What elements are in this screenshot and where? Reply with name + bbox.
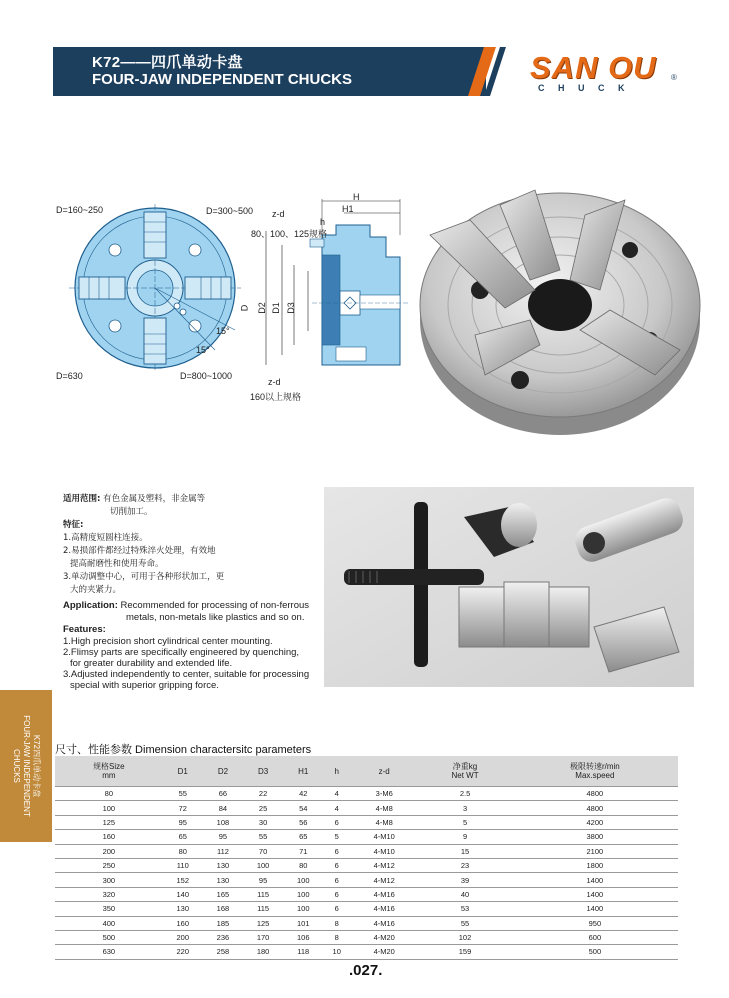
features-cn-label: 特征: (63, 520, 84, 530)
label-zd-top: z-d (272, 209, 285, 219)
table-cell: 125 (243, 916, 283, 930)
accessories-photo (324, 487, 694, 687)
table-cell: 600 (512, 930, 678, 944)
section-view-drawing (252, 195, 412, 395)
table-cell: 102 (418, 930, 511, 944)
application-en (63, 600, 309, 612)
table-header-cell: h (323, 756, 350, 787)
table-cell: 108 (203, 815, 243, 829)
table-cell: 106 (283, 930, 323, 944)
table-cell: 170 (243, 930, 283, 944)
side-tab-line3: CHUCKS (12, 749, 21, 783)
table-cell: 54 (283, 801, 323, 815)
table-cell: 65 (163, 830, 203, 844)
feature-cn-2b: 提高耐磨性和使用寿命。 (70, 559, 164, 569)
table-cell: 4-M12 (350, 858, 418, 872)
table-cell: 95 (243, 873, 283, 887)
table-cell: 4200 (512, 815, 678, 829)
table-cell: 4800 (512, 801, 678, 815)
feature-cn-3b: 大的夹紧力。 (70, 585, 122, 595)
table-cell: 115 (243, 887, 283, 901)
table-cell: 101 (283, 916, 323, 930)
label-D1: D1 (270, 302, 281, 314)
feature-en-2a: 2.Flimsy parts are specifically engineered by quenching, (63, 647, 300, 658)
label-angle-15-b: 15° (196, 345, 210, 355)
label-d-800-1000: D=800~1000 (180, 371, 233, 381)
table-cell: 950 (512, 916, 678, 930)
table-cell: 4-M20 (350, 930, 418, 944)
table-cell: 10 (323, 945, 350, 959)
table-cell: 65 (283, 830, 323, 844)
label-H: H (353, 192, 360, 202)
table-header-cell: H1 (283, 756, 323, 787)
table-header-cell: D3 (243, 756, 283, 787)
feature-en-2b: for greater durability and extended life. (70, 658, 233, 669)
table-cell: 3-M6 (350, 787, 418, 801)
side-tab-line1: K72四爪单动卡盘 (32, 734, 41, 798)
table-cell: 84 (203, 801, 243, 815)
table-cell: 6 (323, 858, 350, 872)
table-cell: 55 (418, 916, 511, 930)
table-row (55, 945, 678, 959)
feature-en-3b: special with superior gripping force. (70, 680, 219, 691)
dimension-table (55, 756, 678, 960)
label-D2: D2 (256, 302, 267, 314)
table-cell: 350 (55, 902, 163, 916)
table-cell: 56 (283, 815, 323, 829)
table-row (55, 902, 678, 916)
table-cell: 2100 (512, 844, 678, 858)
table-cell: 4-M10 (350, 844, 418, 858)
table-cell: 100 (283, 902, 323, 916)
table-cell: 500 (512, 945, 678, 959)
table-cell: 80 (55, 787, 163, 801)
table-row (55, 930, 678, 944)
label-d-630: D=630 (56, 371, 83, 381)
table-cell: 3 (418, 801, 511, 815)
table-cell: 165 (203, 887, 243, 901)
table-cell: 4-M16 (350, 902, 418, 916)
table-cell: 8 (323, 930, 350, 944)
table-cell: 4-M8 (350, 801, 418, 815)
table-cell: 53 (418, 902, 511, 916)
label-d-160-250: D=160~250 (56, 205, 104, 215)
table-cell: 236 (203, 930, 243, 944)
table-cell: 320 (55, 887, 163, 901)
table-cell: 630 (55, 945, 163, 959)
table-row (55, 815, 678, 829)
table-cell: 6 (323, 902, 350, 916)
table-row (55, 801, 678, 815)
table-title: 尺寸、性能参数 Dimension charactersitc parameters (55, 744, 312, 756)
table-row (55, 858, 678, 872)
table-header-cell: 净重kg Net WT (418, 756, 511, 787)
table-cell: 80 (163, 844, 203, 858)
table-cell: 130 (203, 858, 243, 872)
table-cell: 15 (418, 844, 511, 858)
table-cell: 112 (203, 844, 243, 858)
table-cell: 3800 (512, 830, 678, 844)
table-cell: 55 (243, 830, 283, 844)
table-cell: 100 (55, 801, 163, 815)
table-cell: 115 (243, 902, 283, 916)
feature-cn-2a: 2.易损部件都经过特殊淬火处理，有效地 (63, 546, 216, 556)
table-cell: 4 (323, 787, 350, 801)
table-cell: 258 (203, 945, 243, 959)
table-cell: 70 (243, 844, 283, 858)
table-cell: 140 (163, 887, 203, 901)
table-cell: 40 (418, 887, 511, 901)
table-cell: 6 (323, 887, 350, 901)
table-cell: 1400 (512, 873, 678, 887)
table-cell: 160 (163, 916, 203, 930)
table-cell: 400 (55, 916, 163, 930)
table-cell: 1800 (512, 858, 678, 872)
application-en-line2: metals, non-metals like plastics and so on. (126, 612, 305, 623)
side-tab-label (11, 715, 41, 816)
table-cell: 4-M8 (350, 815, 418, 829)
table-cell: 110 (163, 858, 203, 872)
table-cell: 130 (203, 873, 243, 887)
table-cell: 4 (323, 801, 350, 815)
table-cell: 130 (163, 902, 203, 916)
application-en-line1: Recommended for processing of non-ferrous (120, 600, 310, 611)
table-cell: 180 (243, 945, 283, 959)
label-h: h (320, 217, 326, 227)
table-cell: 2.5 (418, 787, 511, 801)
label-spec-80-125: 80、100、125规格 (251, 229, 328, 239)
label-D3: D3 (285, 302, 296, 314)
registered-mark: ® (671, 73, 677, 82)
chuck-photo (410, 160, 710, 450)
label-H1: H1 (342, 204, 354, 214)
table-header-cell: z-d (350, 756, 418, 787)
table-cell: 39 (418, 873, 511, 887)
table-cell: 100 (283, 873, 323, 887)
table-cell: 200 (55, 844, 163, 858)
table-row (55, 916, 678, 930)
table-cell: 4-M16 (350, 887, 418, 901)
table-cell: 71 (283, 844, 323, 858)
table-cell: 4800 (512, 787, 678, 801)
table-row (55, 787, 678, 801)
table-cell: 4-M16 (350, 916, 418, 930)
table-cell: 95 (163, 815, 203, 829)
table-cell: 1400 (512, 902, 678, 916)
table-cell: 66 (203, 787, 243, 801)
table-row (55, 873, 678, 887)
label-D: D (239, 304, 250, 312)
table-cell: 80 (283, 858, 323, 872)
table-cell: 152 (163, 873, 203, 887)
table-cell: 9 (418, 830, 511, 844)
table-cell: 23 (418, 858, 511, 872)
table-cell: 95 (203, 830, 243, 844)
table-header-cell: 极限转速r/min Max.speed (512, 756, 678, 787)
table-cell: 42 (283, 787, 323, 801)
table-cell: 72 (163, 801, 203, 815)
page-title-en: FOUR-JAW INDEPENDENT CHUCKS (92, 71, 353, 88)
application-cn (63, 493, 205, 506)
table-row (55, 830, 678, 844)
table-cell: 250 (55, 858, 163, 872)
table-row (55, 887, 678, 901)
label-zd-bottom: z-d (268, 377, 281, 387)
label-angle-15-a: 15° (216, 326, 230, 336)
table-cell: 6 (323, 815, 350, 829)
table-cell: 4-M20 (350, 945, 418, 959)
table-row (55, 844, 678, 858)
application-cn-line1: 有色金属及塑料，非金属等 (103, 494, 206, 504)
table-cell: 4-M10 (350, 830, 418, 844)
table-cell: 100 (243, 858, 283, 872)
table-cell: 5 (323, 830, 350, 844)
feature-en-1: 1.High precision short cylindrical center mounting. (63, 636, 273, 647)
table-header-cell: 规格Size mm (55, 756, 163, 787)
table-cell: 220 (163, 945, 203, 959)
brand-logo-sub: CHUCK (538, 83, 638, 93)
table-cell: 8 (323, 916, 350, 930)
table-cell: 22 (243, 787, 283, 801)
features-en-label: Features: (63, 624, 106, 635)
table-cell: 185 (203, 916, 243, 930)
label-d-300-500: D=300~500 (206, 206, 254, 216)
table-cell: 5 (418, 815, 511, 829)
table-cell: 300 (55, 873, 163, 887)
application-cn-label: 适用范围: (63, 494, 101, 504)
table-cell: 4-M12 (350, 873, 418, 887)
side-tab-line2: FOUR-JAW INDEPENDENT (22, 715, 31, 817)
page-title-cn: K72——四爪单动卡盘 (92, 54, 243, 71)
page-number: .027. (349, 962, 383, 979)
table-cell: 30 (243, 815, 283, 829)
table-cell: 6 (323, 844, 350, 858)
table-cell: 168 (203, 902, 243, 916)
table-cell: 100 (283, 887, 323, 901)
table-cell: 160 (55, 830, 163, 844)
feature-cn-3a: 3.单动调整中心，可用于各种形状加工，更 (63, 572, 225, 582)
brand-logo: SAN OU (530, 50, 657, 85)
front-view-drawing (55, 200, 255, 390)
table-cell: 159 (418, 945, 511, 959)
table-cell: 500 (55, 930, 163, 944)
table-cell: 125 (55, 815, 163, 829)
table-header-row (55, 756, 678, 787)
feature-en-3a: 3.Adjusted independently to center, suitable for processing (63, 669, 310, 680)
table-cell: 118 (283, 945, 323, 959)
feature-cn-1: 1.高精度短圆柱连接。 (63, 533, 148, 543)
table-cell: 6 (323, 873, 350, 887)
application-cn-line2: 切削加工。 (110, 507, 153, 517)
table-header-cell: D1 (163, 756, 203, 787)
application-en-label: Application: (63, 600, 118, 611)
label-spec-160: 160以上规格 (250, 392, 302, 402)
table-cell: 25 (243, 801, 283, 815)
table-cell: 1400 (512, 887, 678, 901)
table-header-cell: D2 (203, 756, 243, 787)
table-cell: 55 (163, 787, 203, 801)
table-cell: 200 (163, 930, 203, 944)
